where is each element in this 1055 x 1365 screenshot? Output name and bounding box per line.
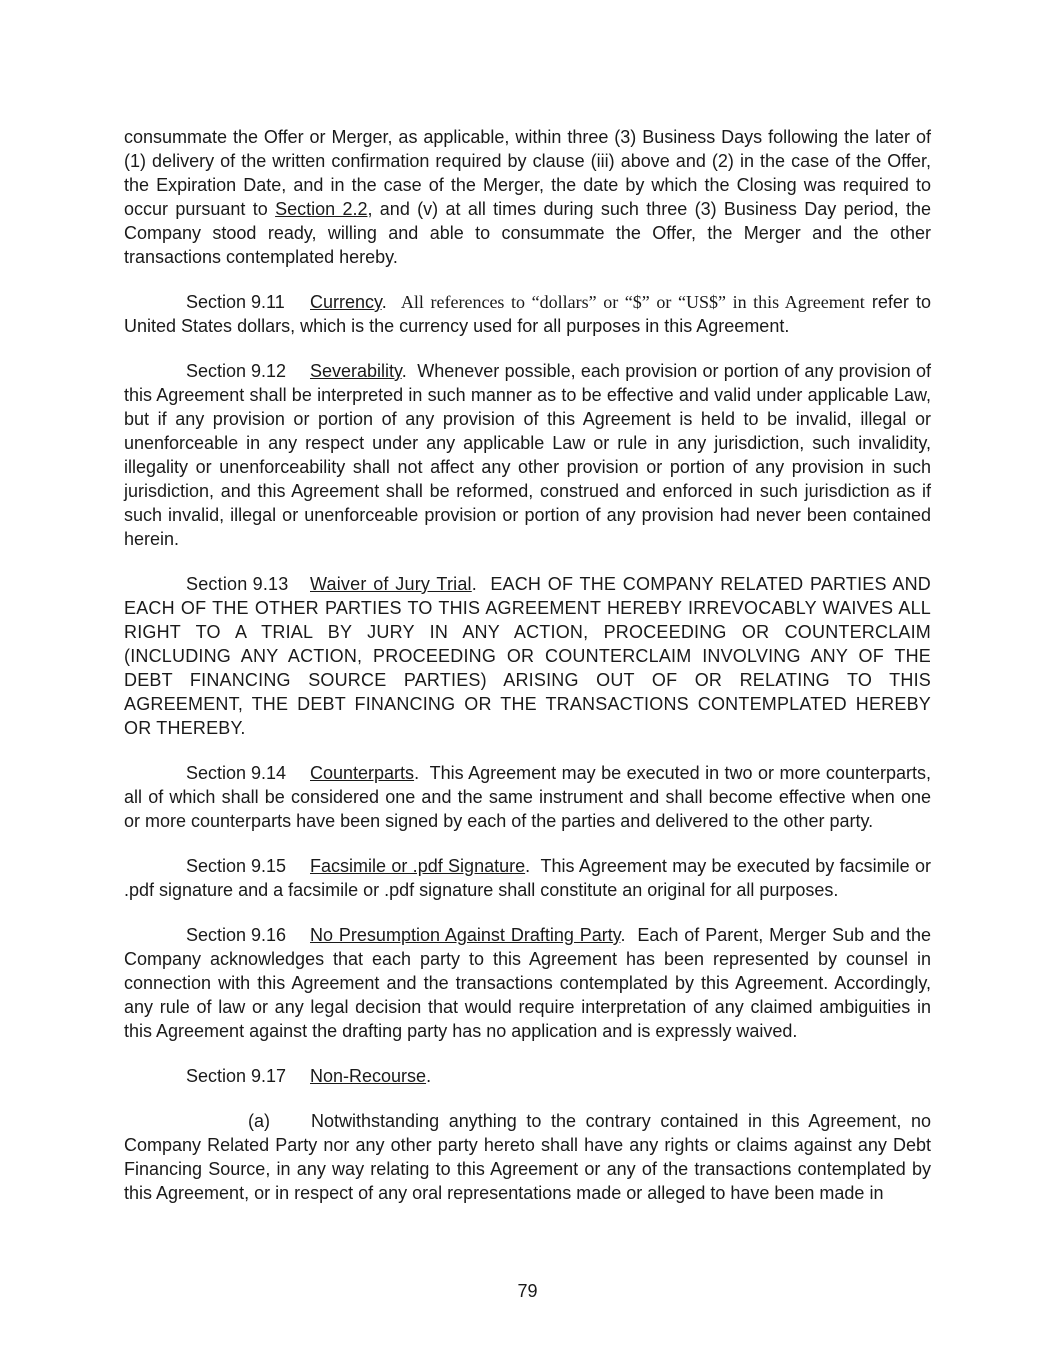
section-number: Section 9.15 (186, 856, 287, 876)
section-body: Each of Parent, Merger Sub and the Company acknowledges that each party to this Agreement has been represented by counsel in connection with this Agreement and the transactions contemplated by this Agreement. Accordingly, any rule of law or any legal decision that would require interpretation of any claimed ambiguities in this Agreement against the drafting party has no application and is expressly waived. (124, 925, 931, 1041)
section-9-14: Section 9.14 Counterparts. This Agreement may be executed in two or more counterparts, all of which shall be considered one and the same instrument and shall become effective when one or more counterparts have been signed by each of the parties and delivered to the other party. (124, 763, 931, 831)
section-number: Section 9.14 (186, 763, 287, 783)
section-body: EACH OF THE COMPANY RELATED PARTIES AND EACH OF THE OTHER PARTIES TO THIS AGREEMENT HEREBY IRREVOCABLY WAIVES ALL RIGHT TO A TRIAL BY JURY IN ANY ACTION, PROCEEDING OR COUNTERCLAIM (INCLUDING ANY ACTION, PROCEEDING OR COUNTERCLAIM INVOLVING ANY OF THE DEBT FINANCING SOURCE PARTIES) ARISING OUT OF OR RELATING TO THIS AGREEMENT, THE DEBT FINANCING OR THE TRANSACTIONS CONTEMPLATED HEREBY OR THEREBY. (124, 574, 931, 738)
subsection-label: (a) (248, 1111, 270, 1131)
section-9-16: Section 9.16 No Presumption Against Drafting Party. Each of Parent, Merger Sub and the Company acknowledges that each party to this Agreement has been represented by counsel in connection with this Agreement and the transactions contemplated by this Agreement. Accordingly, any rule of law or any legal decision that would require interpretation of any claimed ambiguities in this Agreement against the drafting party has no application and is expressly waived. (124, 925, 931, 1041)
document-body (124, 125, 931, 1226)
page-number: 79 (517, 1281, 538, 1301)
section-9-13: Section 9.13 Waiver of Jury Trial. EACH OF THE COMPANY RELATED PARTIES AND EACH OF THE OTHER PARTIES TO THIS AGREEMENT HEREBY IRREVOCABLY WAIVES ALL RIGHT TO A TRIAL BY JURY IN ANY ACTION, PROCEEDING OR COUNTERCLAIM (INCLUDING ANY ACTION, PROCEEDING OR COUNTERCLAIM INVOLVING ANY OF THE DEBT FINANCING SOURCE PARTIES) ARISING OUT OF OR RELATING TO THIS AGREEMENT, THE DEBT FINANCING OR THE TRANSACTIONS CONTEMPLATED HEREBY OR THEREBY. (124, 574, 931, 738)
section-heading: No Presumption Against Drafting Party (310, 925, 621, 945)
section-body: Whenever possible, each provision or portion of any provision of this Agreement shall be interpreted in such manner as to be effective and valid under applicable Law, but if any provision or portion of any provision of this Agreement is held to be invalid, illegal or unenforceable in any respect under any applicable Law or rule in any jurisdiction, such invalidity, illegality or unenforceability shall not affect any other provision or portion of any provision in such jurisdiction, and this Agreement shall be reformed, construed and enforced in such jurisdiction as if such invalid, illegal or unenforceable provision or portion of any provision had never been contained herein. (124, 361, 931, 549)
section-9-17: Section 9.17 Non-Recourse. (186, 1066, 432, 1086)
section-heading: Severability (310, 361, 402, 381)
section-9-11: Section 9.11 Currency. All references to “dollars” or “$” or “US$” in this Agreement refer to United States dollars, which is the currency used for all purposes in this Agreement. (124, 292, 931, 336)
section-9-15: Section 9.15 Facsimile or .pdf Signature. This Agreement may be executed by facsimile or .pdf signature and a facsimile or .pdf signature shall constitute an original for all purposes. (124, 856, 931, 900)
section-number: Section 9.12 (186, 361, 287, 381)
section-number: Section 9.13 (186, 574, 289, 594)
section-heading: Waiver of Jury Trial (310, 574, 472, 594)
section-number: Section 9.16 (186, 925, 287, 945)
section-number: Section 9.11 (186, 292, 285, 312)
section-body: All references to “dollars” or “$” or “US$” in this Agreement (400, 292, 865, 312)
subsection-a (124, 1109, 931, 1205)
section-heading: Currency (310, 292, 382, 312)
section-body: This Agreement may be executed in two or more counterparts, all of which shall be considered one and the same instrument and shall become effective when one or more counterparts have been signed by each of the parties and delivered to the other party. (124, 763, 931, 831)
section-heading: Counterparts (310, 763, 415, 783)
section-number: Section 9.17 (186, 1066, 287, 1086)
subsection-body: Notwithstanding anything to the contrary contained in this Agreement, no Company Related Party nor any other party hereto shall have any rights or claims against any Debt Financing Source, in any way relating to this Agreement or any of the transactions contemplated by this Agreement, or in respect of any oral representations made or alleged to have been made in (124, 1111, 931, 1203)
section-heading: Facsimile or .pdf Signature (310, 856, 526, 876)
intro-paragraph: consummate the Offer or Merger, as applicable, within three (3) Business Days following the later of (1) delivery of the written confirmation required by clause (iii) above and (2) in the case of the Offer, the Expiration Date, and in the case of the Merger, the date by which the Closing was required to occur pursuant to Section 2.2, and (v) at all times during such three (3) Business Day period, the Company stood ready, willing and able to consummate the Offer, the Merger and the other transactions contemplated hereby. (124, 127, 931, 267)
section-body: This Agreement may be executed by facsimile or .pdf signature and a facsimile or .pdf signature shall constitute an original for all purposes. (124, 856, 931, 900)
section-body-continued: refer to United States dollars, which is the currency used for all purposes in this Agreement. (124, 292, 931, 336)
section-2-2-reference: Section 2.2 (275, 199, 368, 219)
section-9-12: Section 9.12 Severability. Whenever possible, each provision or portion of any provision of this Agreement shall be interpreted in such manner as to be effective and valid under applicable Law, but if any provision or portion of any provision of this Agreement is held to be invalid, illegal or unenforceable in any respect under any applicable Law or rule in any jurisdiction, such invalidity, illegality or unenforceability shall not affect any other provision or portion of any provision in such jurisdiction, and this Agreement shall be reformed, construed and enforced in such jurisdiction as if such invalid, illegal or unenforceable provision or portion of any provision had never been contained herein. (124, 361, 931, 549)
section-heading: Non-Recourse (310, 1066, 427, 1086)
